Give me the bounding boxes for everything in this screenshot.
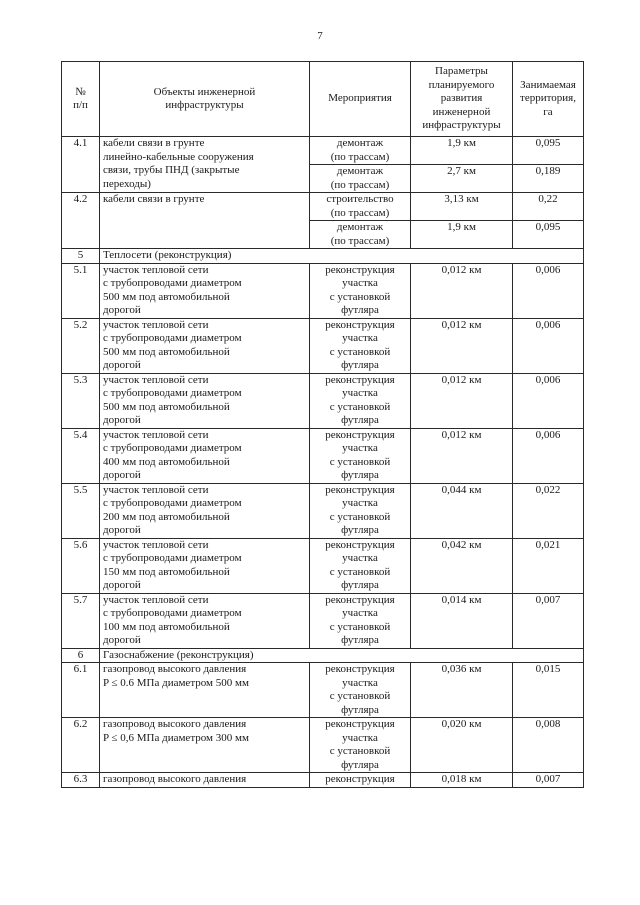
row-action: демонтаж (по трассам)	[310, 165, 411, 193]
row-object: кабели связи в грунте	[100, 193, 310, 249]
row-area: 0,021	[513, 538, 584, 593]
table-row	[62, 483, 584, 538]
row-params: 0,036 км	[411, 663, 513, 718]
row-area: 0,006	[513, 263, 584, 318]
table-row	[62, 663, 584, 718]
row-num: 5.1	[62, 263, 100, 318]
row-action: реконструкция участка с установкой футляра	[310, 593, 411, 648]
row-object: участок тепловой сети с трубопроводами диаметром 400 мм под автомобильной дорогой	[100, 428, 310, 483]
infrastructure-table	[61, 61, 584, 788]
table-header-row	[62, 62, 584, 137]
row-area: 0,008	[513, 718, 584, 773]
row-params: 0,012 км	[411, 373, 513, 428]
section-title: Газоснабжение (реконструкция)	[100, 648, 584, 663]
row-params: 1,9 км	[411, 137, 513, 165]
header-action: Мероприятия	[310, 62, 411, 137]
table-row	[62, 773, 584, 788]
row-action: демонтаж (по трассам)	[310, 137, 411, 165]
row-num: 6.2	[62, 718, 100, 773]
table-row	[62, 263, 584, 318]
row-area: 0,007	[513, 773, 584, 788]
section-row	[62, 249, 584, 264]
row-num: 6.3	[62, 773, 100, 788]
row-params: 0,012 км	[411, 428, 513, 483]
table-row	[62, 593, 584, 648]
row-area: 0,095	[513, 137, 584, 165]
row-area: 0,007	[513, 593, 584, 648]
table-row	[62, 538, 584, 593]
row-params: 0,012 км	[411, 263, 513, 318]
row-area: 0,015	[513, 663, 584, 718]
row-object: участок тепловой сети с трубопроводами диаметром 500 мм под автомобильной дорогой	[100, 318, 310, 373]
row-object: участок тепловой сети с трубопроводами диаметром 500 мм под автомобильной дорогой	[100, 373, 310, 428]
row-num: 6.1	[62, 663, 100, 718]
row-params: 3,13 км	[411, 193, 513, 221]
row-area: 0,189	[513, 165, 584, 193]
row-area: 0,095	[513, 221, 584, 249]
row-area: 0,006	[513, 318, 584, 373]
row-object: газопровод высокого давления P ≤ 0,6 МПа диаметром 300 мм	[100, 718, 310, 773]
table-row	[62, 137, 584, 165]
section-title: Теплосети (реконструкция)	[100, 249, 584, 264]
table-row	[62, 428, 584, 483]
table-row	[62, 193, 584, 221]
table-row	[62, 318, 584, 373]
row-num: 4.2	[62, 193, 100, 249]
row-object: участок тепловой сети с трубопроводами диаметром 100 мм под автомобильной дорогой	[100, 593, 310, 648]
row-num: 5.7	[62, 593, 100, 648]
row-object: газопровод высокого давления	[100, 773, 310, 788]
header-area: Занимаемая территория, га	[513, 62, 584, 137]
row-num: 5.4	[62, 428, 100, 483]
row-params: 1,9 км	[411, 221, 513, 249]
row-params: 0,018 км	[411, 773, 513, 788]
row-action: реконструкция участка с установкой футляра	[310, 263, 411, 318]
section-num: 5	[62, 249, 100, 264]
row-params: 0,044 км	[411, 483, 513, 538]
row-action: реконструкция участка с установкой футляра	[310, 373, 411, 428]
row-area: 0,006	[513, 373, 584, 428]
row-action: реконструкция	[310, 773, 411, 788]
section-row	[62, 648, 584, 663]
row-params: 0,020 км	[411, 718, 513, 773]
row-params: 0,042 км	[411, 538, 513, 593]
row-object: газопровод высокого давления P ≤ 0.6 МПа диаметром 500 мм	[100, 663, 310, 718]
row-object: участок тепловой сети с трубопроводами диаметром 500 мм под автомобильной дорогой	[100, 263, 310, 318]
row-action: реконструкция участка с установкой футляра	[310, 538, 411, 593]
row-params: 0,014 км	[411, 593, 513, 648]
row-object: кабели связи в грунте линейно-кабельные сооружения связи, трубы ПНД (закрытые переходы)	[100, 137, 310, 193]
header-num: № п/п	[62, 62, 100, 137]
row-params: 2,7 км	[411, 165, 513, 193]
row-action: реконструкция участка с установкой футляра	[310, 318, 411, 373]
row-object: участок тепловой сети с трубопроводами диаметром 150 мм под автомобильной дорогой	[100, 538, 310, 593]
row-object: участок тепловой сети с трубопроводами диаметром 200 мм под автомобильной дорогой	[100, 483, 310, 538]
row-area: 0,22	[513, 193, 584, 221]
row-action: реконструкция участка с установкой футляра	[310, 428, 411, 483]
section-num: 6	[62, 648, 100, 663]
row-num: 4.1	[62, 137, 100, 193]
row-action: реконструкция участка с установкой футляра	[310, 483, 411, 538]
row-num: 5.6	[62, 538, 100, 593]
row-action: реконструкция участка с установкой футляра	[310, 718, 411, 773]
row-area: 0,006	[513, 428, 584, 483]
row-action: реконструкция участка с установкой футляра	[310, 663, 411, 718]
row-num: 5.2	[62, 318, 100, 373]
header-object: Объекты инженерной инфраструктуры	[100, 62, 310, 137]
row-area: 0,022	[513, 483, 584, 538]
row-num: 5.3	[62, 373, 100, 428]
header-params: Параметры планируемого развития инженерной инфраструктуры	[411, 62, 513, 137]
page-number: 7	[317, 30, 323, 42]
table-row	[62, 373, 584, 428]
row-num: 5.5	[62, 483, 100, 538]
row-params: 0,012 км	[411, 318, 513, 373]
row-action: демонтаж (по трассам)	[310, 221, 411, 249]
row-action: строительство (по трассам)	[310, 193, 411, 221]
table-row	[62, 718, 584, 773]
